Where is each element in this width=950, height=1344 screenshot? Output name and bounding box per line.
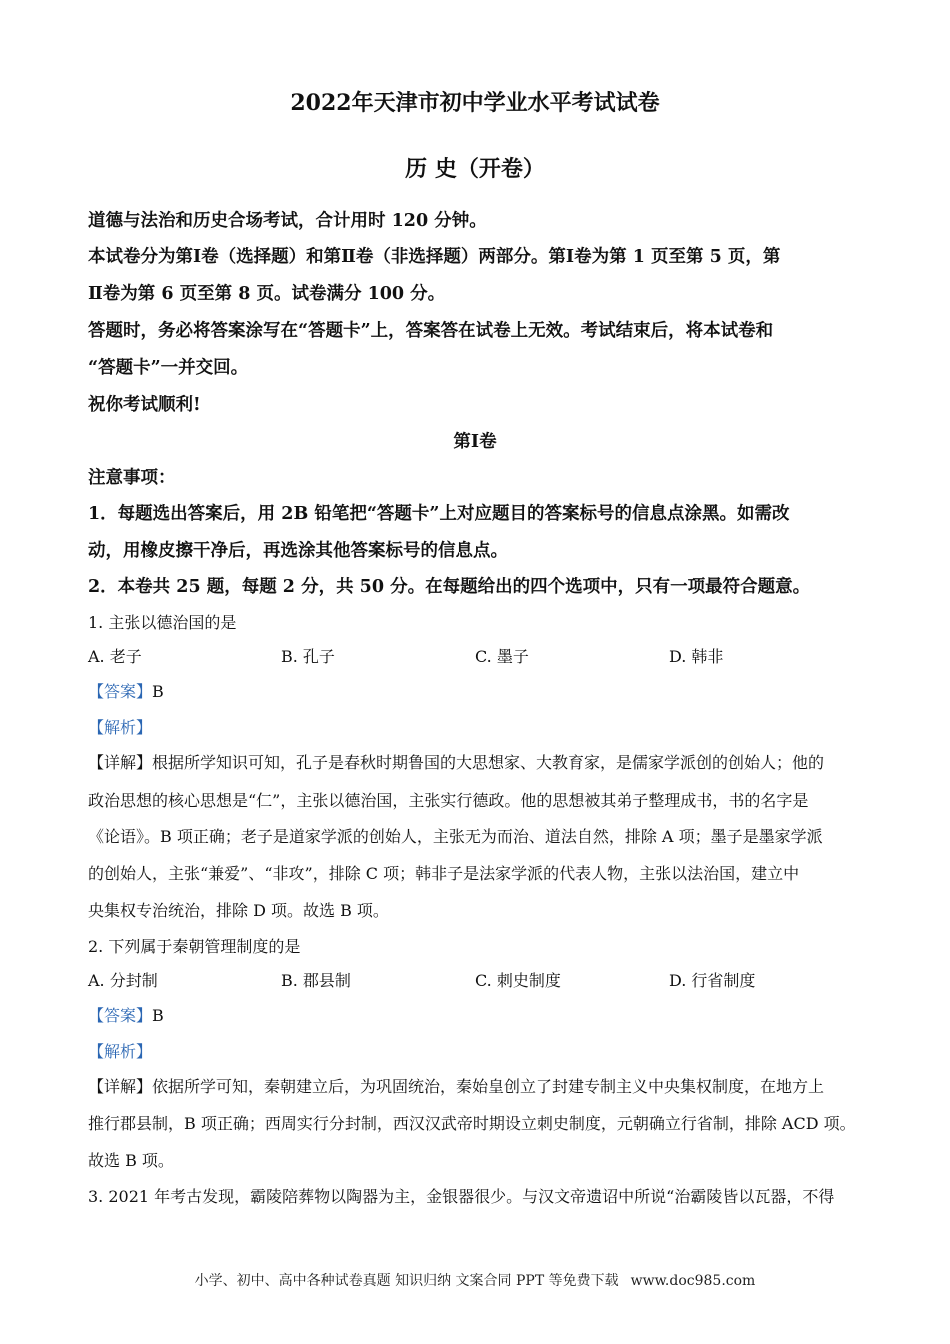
- intro-line: 祝你考试顺利!: [88, 395, 201, 415]
- intro-line: “答题卡”一并交回。: [88, 358, 249, 378]
- intro-line: 答题时，务必将答案涂写在“答题卡”上，答案答在试卷上无效。考试结束后，将本试卷和: [88, 321, 774, 341]
- detail-line: 政治思想的核心思想是“仁”，主张以德治国，主张实行德政。他的思想被其弟子整理成书，书的名字是: [88, 791, 809, 810]
- page-footer: [0, 1270, 950, 1290]
- answer-tag: 【答案】: [88, 682, 153, 701]
- detail-line: 推行郡县制，B 项正确；西周实行分封制，西汉汉武帝时期设立刺史制度，元朝确立行省制，排除 ACD 项。: [88, 1114, 856, 1133]
- intro-line: Ⅱ卷为第 6 页至第 8 页。试卷满分 100 分。: [88, 284, 446, 304]
- detail-line: 故选 B 项。: [88, 1151, 174, 1170]
- question-stem: 2. 下列属于秦朝管理制度的是: [88, 937, 301, 956]
- analysis-tag: 【解析】: [88, 718, 153, 737]
- detail-text: 根据所学知识可知，孔子是春秋时期鲁国的大思想家、大教育家，是儒家学派创的创始人；他的: [152, 753, 825, 772]
- option-c: C. 刺史制度: [475, 971, 561, 990]
- answer-value: B: [152, 682, 164, 701]
- footer-text: 小学、初中、高中各种试卷真题 知识归纳 文案合同 PPT 等免费下载: [194, 1273, 619, 1289]
- option-b: B. 郡县制: [281, 971, 351, 990]
- section-heading: 第Ⅰ卷: [453, 432, 497, 452]
- detail-line: 《论语》。B 项正确；老子是道家学派的创始人，主张无为而治、道法自然，排除 A 项；墨子是墨家学派: [88, 827, 823, 846]
- detail-line: 的创始人，主张“兼爱”、“非攻”，排除 C 项；韩非子是法家学派的代表人物，主张以法治国，建立中: [88, 864, 800, 883]
- notice-line: 1．每题选出答案后，用 2B 铅笔把“答题卡”上对应题目的答案标号的信息点涂黑。如需改: [88, 504, 790, 524]
- detail-line: [88, 750, 824, 773]
- option-a: A. 老子: [88, 647, 142, 666]
- footer-site: www.doc985.com: [630, 1273, 756, 1289]
- option-b: B. 孔子: [281, 647, 335, 666]
- exam-subtitle: 历 史（开卷）: [405, 156, 545, 182]
- option-a: A. 分封制: [88, 971, 158, 990]
- detail-tag: 【详解】: [88, 753, 153, 772]
- question-stem: 1. 主张以德治国的是: [88, 613, 237, 632]
- notice-line: 2．本卷共 25 题，每题 2 分，共 50 分。在每题给出的四个选项中，只有一项最符合题意。: [88, 577, 811, 597]
- option-d: D. 韩非: [669, 647, 724, 666]
- analysis-tag: 【解析】: [88, 1042, 153, 1061]
- answer-line: [88, 1003, 164, 1026]
- detail-line: 央集权专治统治，排除 D 项。故选 B 项。: [88, 901, 389, 920]
- notice-title: 注意事项：: [88, 468, 176, 488]
- answer-value: B: [152, 1006, 164, 1025]
- answer-tag: 【答案】: [88, 1006, 153, 1025]
- intro-line: 道德与法治和历史合场考试，合计用时 120 分钟。: [88, 211, 487, 231]
- exam-title: 2022年天津市初中学业水平考试试卷: [290, 90, 660, 116]
- detail-tag: 【详解】: [88, 1077, 153, 1096]
- option-d: D. 行省制度: [669, 971, 756, 990]
- option-c: C. 墨子: [475, 647, 529, 666]
- answer-line: [88, 679, 164, 702]
- intro-line: 本试卷分为第Ⅰ卷（选择题）和第Ⅱ卷（非选择题）两部分。第Ⅰ卷为第 1 页至第 5 页，第: [88, 247, 781, 267]
- detail-line: [88, 1074, 824, 1097]
- notice-line: 动，用橡皮擦干净后，再选涂其他答案标号的信息点。: [88, 541, 508, 561]
- question-stem: 3. 2021 年考古发现，霸陵陪葬物以陶器为主，金银器很少。与汉文帝遗诏中所说“治霸陵皆以瓦器，不得: [88, 1187, 835, 1206]
- detail-text: 依据所学可知，秦朝建立后，为巩固统治，秦始皇创立了封建专制主义中央集权制度，在地方上: [152, 1077, 825, 1096]
